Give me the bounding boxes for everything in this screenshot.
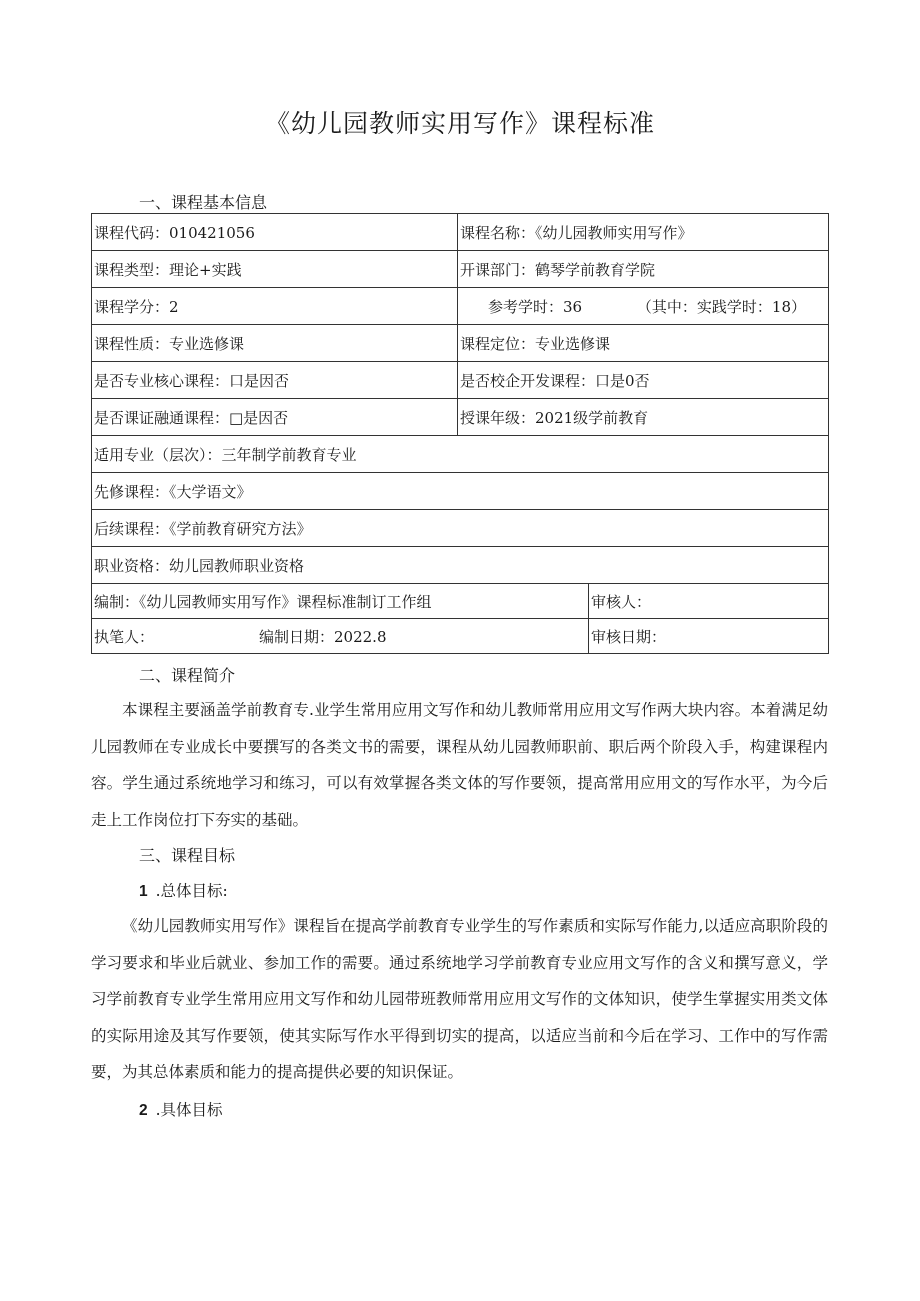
section-heading-basic-info: 一、课程基本信息 xyxy=(139,193,268,212)
compile-date: 编制日期：2022.8 xyxy=(259,627,387,646)
section-heading-intro: 二、课程简介 xyxy=(139,666,236,685)
qualification-cell: 职业资格：幼儿园教师职业资格 xyxy=(92,547,829,584)
page-title: 《幼儿园教师实用写作》课程标准 xyxy=(264,109,655,138)
major-cell: 适用专业（层次）：三年制学前教育专业 xyxy=(92,436,829,473)
course-code-cell: 课程代码：010421056 xyxy=(92,214,458,251)
section-heading-objectives: 三、课程目标 xyxy=(139,846,236,865)
practice-hours: （其中：实践学时：18） xyxy=(636,297,807,316)
subheading-label: .总体目标: xyxy=(155,882,228,900)
prerequisite-cell: 先修课程：《大学语文》 xyxy=(92,473,829,510)
subheading-number: 2 xyxy=(139,1102,148,1119)
followup-cell: 后续课程：《学前教育研究方法》 xyxy=(92,510,829,547)
school-enterprise-cell: 是否校企开发课程：口是0否 xyxy=(458,362,829,399)
core-course-cell: 是否专业核心课程：口是因否 xyxy=(92,362,458,399)
course-hours-cell xyxy=(458,288,829,325)
author-cell xyxy=(92,619,589,654)
reference-hours: 参考学时：36 xyxy=(488,297,583,316)
overall-goal-paragraph xyxy=(91,908,828,1091)
subheading-overall-goal xyxy=(139,879,228,901)
course-intro-text: 本课程主要涵盖学前教育专.业学生常用应用文写作和幼儿教师常用应用文写作两大块内容。本着满足幼儿园教师在专业成长中要撰写的各类文书的需要，课程从幼儿园教师职前、职后两个阶段入手，构建课程内容。学生通过系统地学习和练习，可以有效掌握各类文体的写作要领，提高常用应用文的写作水平，为今后走上工作岗位打下夯实的基础。 xyxy=(91,701,828,829)
course-credit-cell: 课程学分：2 xyxy=(92,288,458,325)
course-type-cell: 课程类型：理论+实践 xyxy=(92,251,458,288)
subheading-label: .具体目标 xyxy=(155,1101,223,1119)
subheading-number: 1 xyxy=(139,883,148,900)
course-info-table xyxy=(91,213,829,654)
review-date-cell: 审核日期： xyxy=(589,619,829,654)
course-intro-paragraph xyxy=(91,692,828,838)
course-name-cell: 课程名称：《幼儿园教师实用写作》 xyxy=(458,214,829,251)
reviewer-cell: 审核人： xyxy=(589,584,829,619)
author-label: 执笔人： xyxy=(94,627,155,646)
grade-cell: 授课年级：2021级学前教育 xyxy=(458,399,829,436)
overall-goal-text: 《幼儿园教师实用写作》课程旨在提高学前教育专业学生的写作素质和实际写作能力,以适应高职阶段的学习要求和毕业后就业、参加工作的需要。通过系统地学习学前教育专业应用文写作的含义和撰写意义，学习学前教育专业学生常用应用文写作和幼儿园带班教师常用应用文写作的文体知识，使学生掌握实用类文体的实际用途及其写作要领，使其实际写作水平得到切实的提高，以适应当前和今后在学习、工作中的写作需要，为其总体素质和能力的提高提供必要的知识保证。 xyxy=(91,917,828,1081)
subheading-specific-goal xyxy=(139,1098,223,1120)
cert-fusion-cell: 是否课证融通课程：□是因否 xyxy=(92,399,458,436)
course-position-cell: 课程定位：专业选修课 xyxy=(458,325,829,362)
department-cell: 开课部门：鹤琴学前教育学院 xyxy=(458,251,829,288)
course-nature-cell: 课程性质：专业选修课 xyxy=(92,325,458,362)
compiled-by-cell: 编制：《幼儿园教师实用写作》课程标准制订工作组 xyxy=(92,584,589,619)
